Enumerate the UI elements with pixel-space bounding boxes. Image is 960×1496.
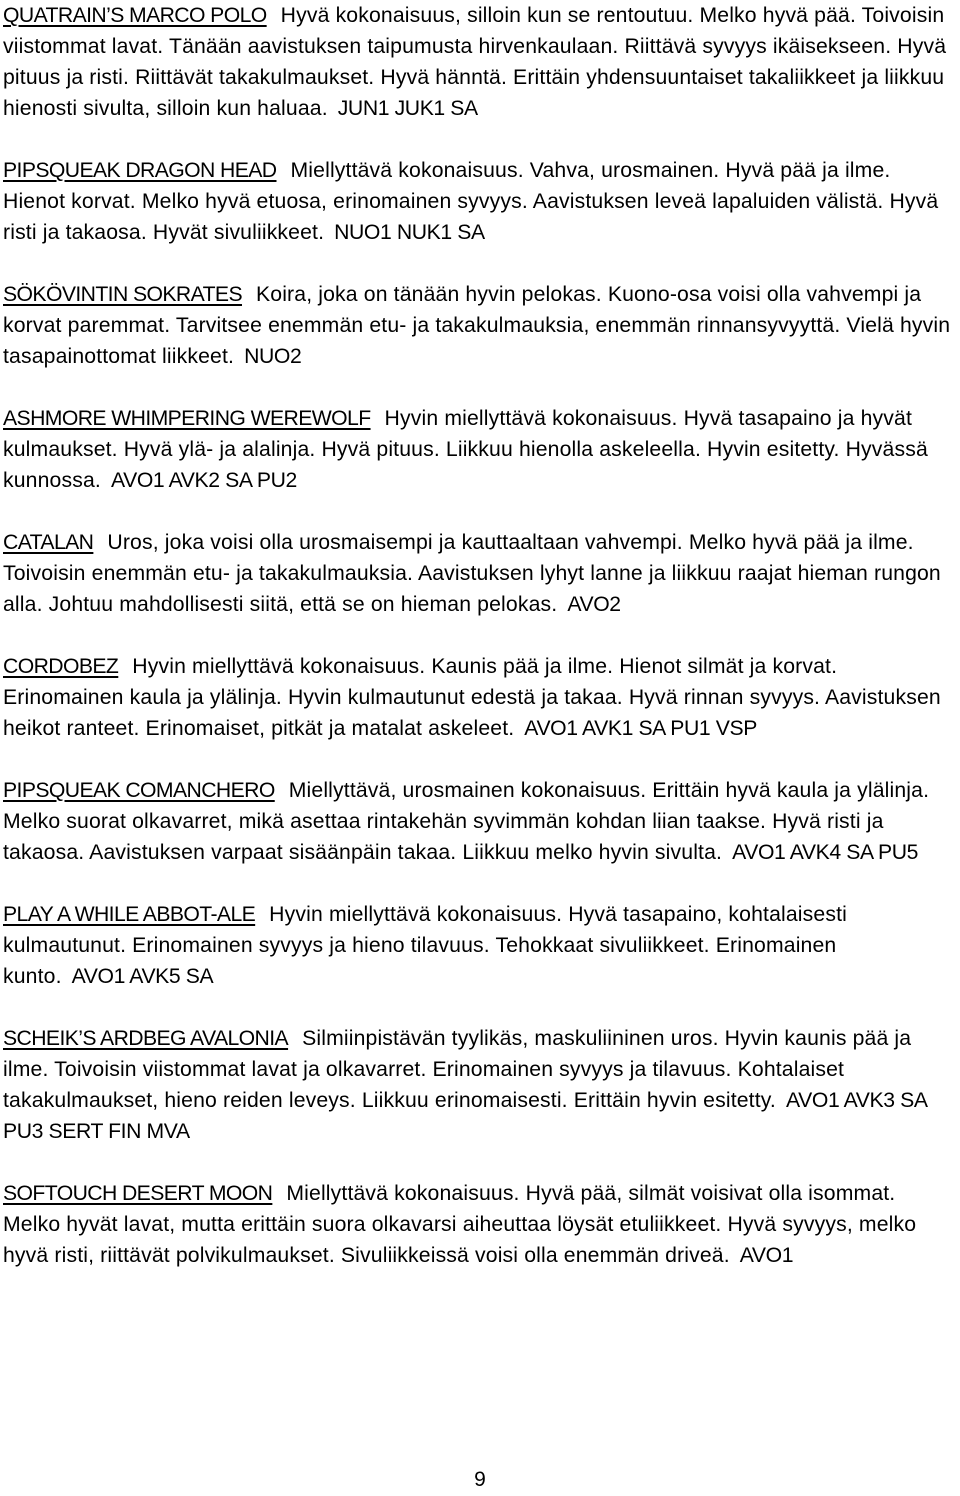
result-codes: AVO1 AVK3 SA PU3 SERT FIN MVA [3,1089,927,1143]
critique-text: Miellyttävä, urosmainen kokonaisuus. Erittäin hyvä kaula ja ylälinja. Melko suorat olkavarret, mikä asettaa rintakehän syvimmän kohdan liian taakse. Hyvä risti ja takaosa. Aavistuksen varpaat sisäänpäin takaa. Liikkuu melko hyvin sivulta. [3,779,930,864]
critique-text: Hyvin miellyttävä kokonaisuus. Hyvä tasapaino, kohtalaisesti kulmautunut. Erinomainen syvyys ja hieno tilavuus. Tehokkaat sivuliikkeet. Erinomainen kunto. [3,903,847,988]
dog-name: CATALAN [3,531,94,554]
dog-entry-1 [3,0,957,124]
result-codes: NUO1 NUK1 SA [334,221,485,244]
dog-name: PIPSQUEAK COMANCHERO [3,779,275,802]
dog-name: PIPSQUEAK DRAGON HEAD [3,159,277,182]
dog-name: ASHMORE WHIMPERING WEREWOLF [3,407,371,430]
page-number: 9 [474,1468,486,1491]
result-codes: AVO1 AVK1 SA PU1 VSP [524,717,757,740]
critique-text: Hyvin miellyttävä kokonaisuus. Hyvä tasapaino ja hyvät kulmaukset. Hyvä ylä- ja alalinja. Hyvä pituus. Liikkuu hienolla askeleella. Hyvin esitetty. Hyvässä kunnossa. [3,407,928,492]
dog-entry-4 [3,403,957,496]
result-codes: AVO1 AVK2 SA PU2 [110,469,297,492]
document-page [3,0,957,1271]
dog-name: SOFTOUCH DESERT MOON [3,1182,273,1205]
result-codes: AVO1 [739,1244,794,1267]
critique-text: Silmiinpistävän tyylikäs, maskuliininen uros. Hyvin kaunis pää ja ilme. Toivoisin viistommat lavat ja olkavarret. Erinomainen syvyys ja tilavuus. Kohtalaiset takakulmaukset, hieno reiden leveys. Liikkuu erinomaisesti. Erittäin hyvin esitetty. [3,1027,912,1112]
dog-name: SCHEIK’S ARDBEG AVALONIA [3,1027,289,1050]
dog-name: CORDOBEZ [3,655,119,678]
dog-entry-8 [3,899,957,992]
dog-entry-9 [3,1023,957,1147]
critique-text: Miellyttävä kokonaisuus. Hyvä pää, silmät voisivat olla isommat. Melko hyvät lavat, mutta erittäin suora olkavarsi aiheuttaa löysät etuliikkeet. Hyvä syvyys, melko hyvä risti, riittävät polvikulmaukset. Sivuliikkeissä voisi olla enemmän driveä. [3,1182,917,1267]
result-codes: AVO2 [567,593,621,616]
result-codes: JUN1 JUK1 SA [337,97,478,120]
critique-text: Uros, joka voisi olla urosmaisempi ja kauttaaltaan vahvempi. Melko hyvä pää ja ilme. Toivoisin enemmän etu- ja takakulmauksia. Aavistuksen lyhyt lanne ja liikkuu raajat hieman rungon alla. Johtuu mahdollisesti siitä, että se on hieman pelokas. [3,531,941,616]
dog-entry-5 [3,527,957,620]
critique-text: Hyvin miellyttävä kokonaisuus. Kaunis pää ja ilme. Hienot silmät ja korvat. Erinomainen kaula ja ylälinja. Hyvin kulmautunut edestä ja takaa. Hyvä rinnan syvyys. Aavistuksen heikot ranteet. Erinomaiset, pitkät ja matalat askeleet. [3,655,941,740]
dog-entry-6 [3,651,957,744]
dog-entry-7 [3,775,957,868]
dog-entry-3 [3,279,957,372]
dog-name: QUATRAIN’S MARCO POLO [3,4,267,27]
dog-name: SÖKÖVINTIN SOKRATES [3,283,242,306]
dog-name: PLAY A WHILE ABBOT-ALE [3,903,256,926]
dog-entry-2 [3,155,957,248]
result-codes: NUO2 [244,345,302,368]
dog-entry-10 [3,1178,957,1271]
result-codes: AVO1 AVK4 SA PU5 [732,841,919,864]
result-codes: AVO1 AVK5 SA [71,965,214,988]
critique-text: Hyvä kokonaisuus, silloin kun se rentoutuu. Melko hyvä pää. Toivoisin viistommat lavat. Tänään aavistuksen taipumusta hirvenkaulaan. Riittävä syvyys ikäisekseen. Hyvä pituus ja risti. Riittävät takakulmaukset. Hyvä hänntä. Erittäin yhdensuuntaiset takaliikkeet ja liikkuu hienosti sivulta, silloin kun haluaa. [3,4,947,120]
critique-text: Koira, joka on tänään hyvin pelokas. Kuono-osa voisi olla vahvempi ja korvat paremmat. Tarvitsee enemmän etu- ja takakulmauksia, enemmän rinnansyvyyttä. Vielä hyvin tasapainottomat liikkeet. [3,283,951,368]
critique-text: Miellyttävä kokonaisuus. Vahva, urosmainen. Hyvä pää ja ilme. Hienot korvat. Melko hyvä etuosa, erinomainen syvyys. Aavistuksen leveä lapaluiden välistä. Hyvä risti ja takaosa. Hyvät sivuliikkeet. [3,159,939,244]
